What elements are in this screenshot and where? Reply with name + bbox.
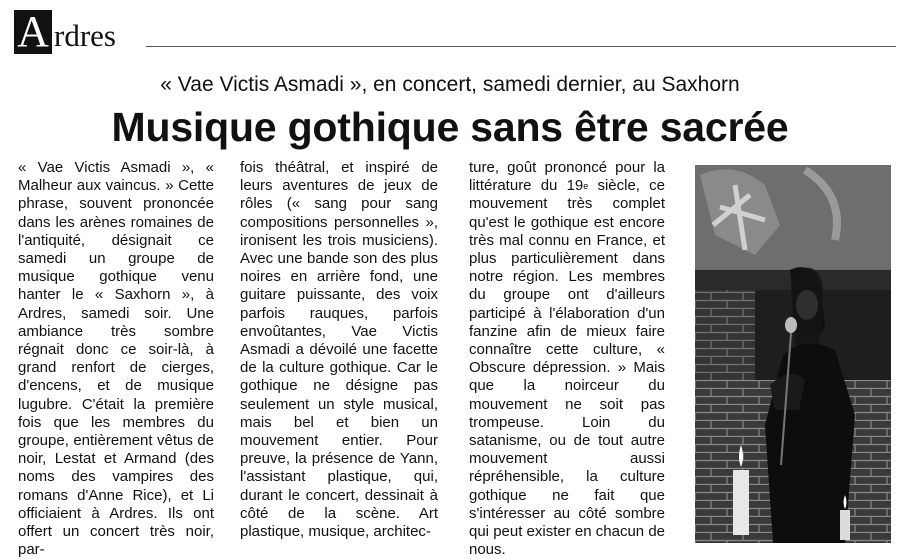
column-3-start: ture, goût prononcé pour la littérature du 19 bbox=[469, 159, 665, 195]
article-column-1: « Vae Victis Asmadi », « Malheur aux vaincus. » Cette phrase, souvent prononcée dans les arènes romaines de l'antiquité, désignait ce samedi un groupe de musique gothique venu hanter le « Saxhorn », à Ardres, samedi soir. Une ambiance très sombre régnait donc ce soir-là, à grand renfort de cierges, d'encens, et de musique lugubre. C'était la première fois que les membres du groupe, entièrement vêtus de noir, Lestat et Armand (des noms des vampires des romans d'Anne Rice), et Li officiaient à Ardres. Ils ont offert un concert très noir, par- bbox=[18, 159, 214, 559]
section-title: rdres bbox=[54, 18, 116, 53]
century-superscript: e bbox=[583, 181, 589, 192]
article-column-2: fois théâtral, et inspiré de leurs aventures de jeux de rôles (« sang pour sang compositions personnelles », ironisent les trois musiciens). Avec une bande son des plus noires en arrière fond, une guitare puissante, des voix parfois rauques, parfois envoûtantes, Vae Victis Asmadi a dévoilé une facette de la culture gothique. Car le gothique ne désigne pas seulement un style musical, mais bel et bien un mouvement entier. Pour preuve, la présence de Yann, l'assistant plastique, qui, durant le concert, dessinait à côté de la scène. Art plastique, musique, architec- bbox=[240, 159, 438, 541]
header-rule bbox=[146, 46, 896, 47]
column-3-rest: siècle, ce mouvement très complet qu'est le gothique est encore très mal connu en France, et plus particulièrement dans notre région. Les membres du groupe ont d'ailleurs participé à l'élaboration d'un fanzine afin de mieux faire connaître cette culture, « Obscure dépression. » Mais que la noirceur du mouvement ne soit pas trompeuse. Loin du satanisme, ou de tout autre mouvement aussi répréhensible, la culture gothique ne fait que s'intéresser au côté sombre qui peut exister en chacun de nous. bbox=[469, 177, 665, 559]
singer-illustration bbox=[695, 165, 891, 543]
article-kicker: « Vae Victis Asmadi », en concert, samedi dernier, au Saxhorn bbox=[160, 73, 740, 96]
section-initial: A bbox=[14, 10, 52, 54]
article-column-3 bbox=[469, 159, 665, 559]
article-headline: Musique gothique sans être sacrée bbox=[111, 104, 789, 150]
concert-photo bbox=[695, 165, 891, 543]
section-header bbox=[14, 7, 900, 58]
